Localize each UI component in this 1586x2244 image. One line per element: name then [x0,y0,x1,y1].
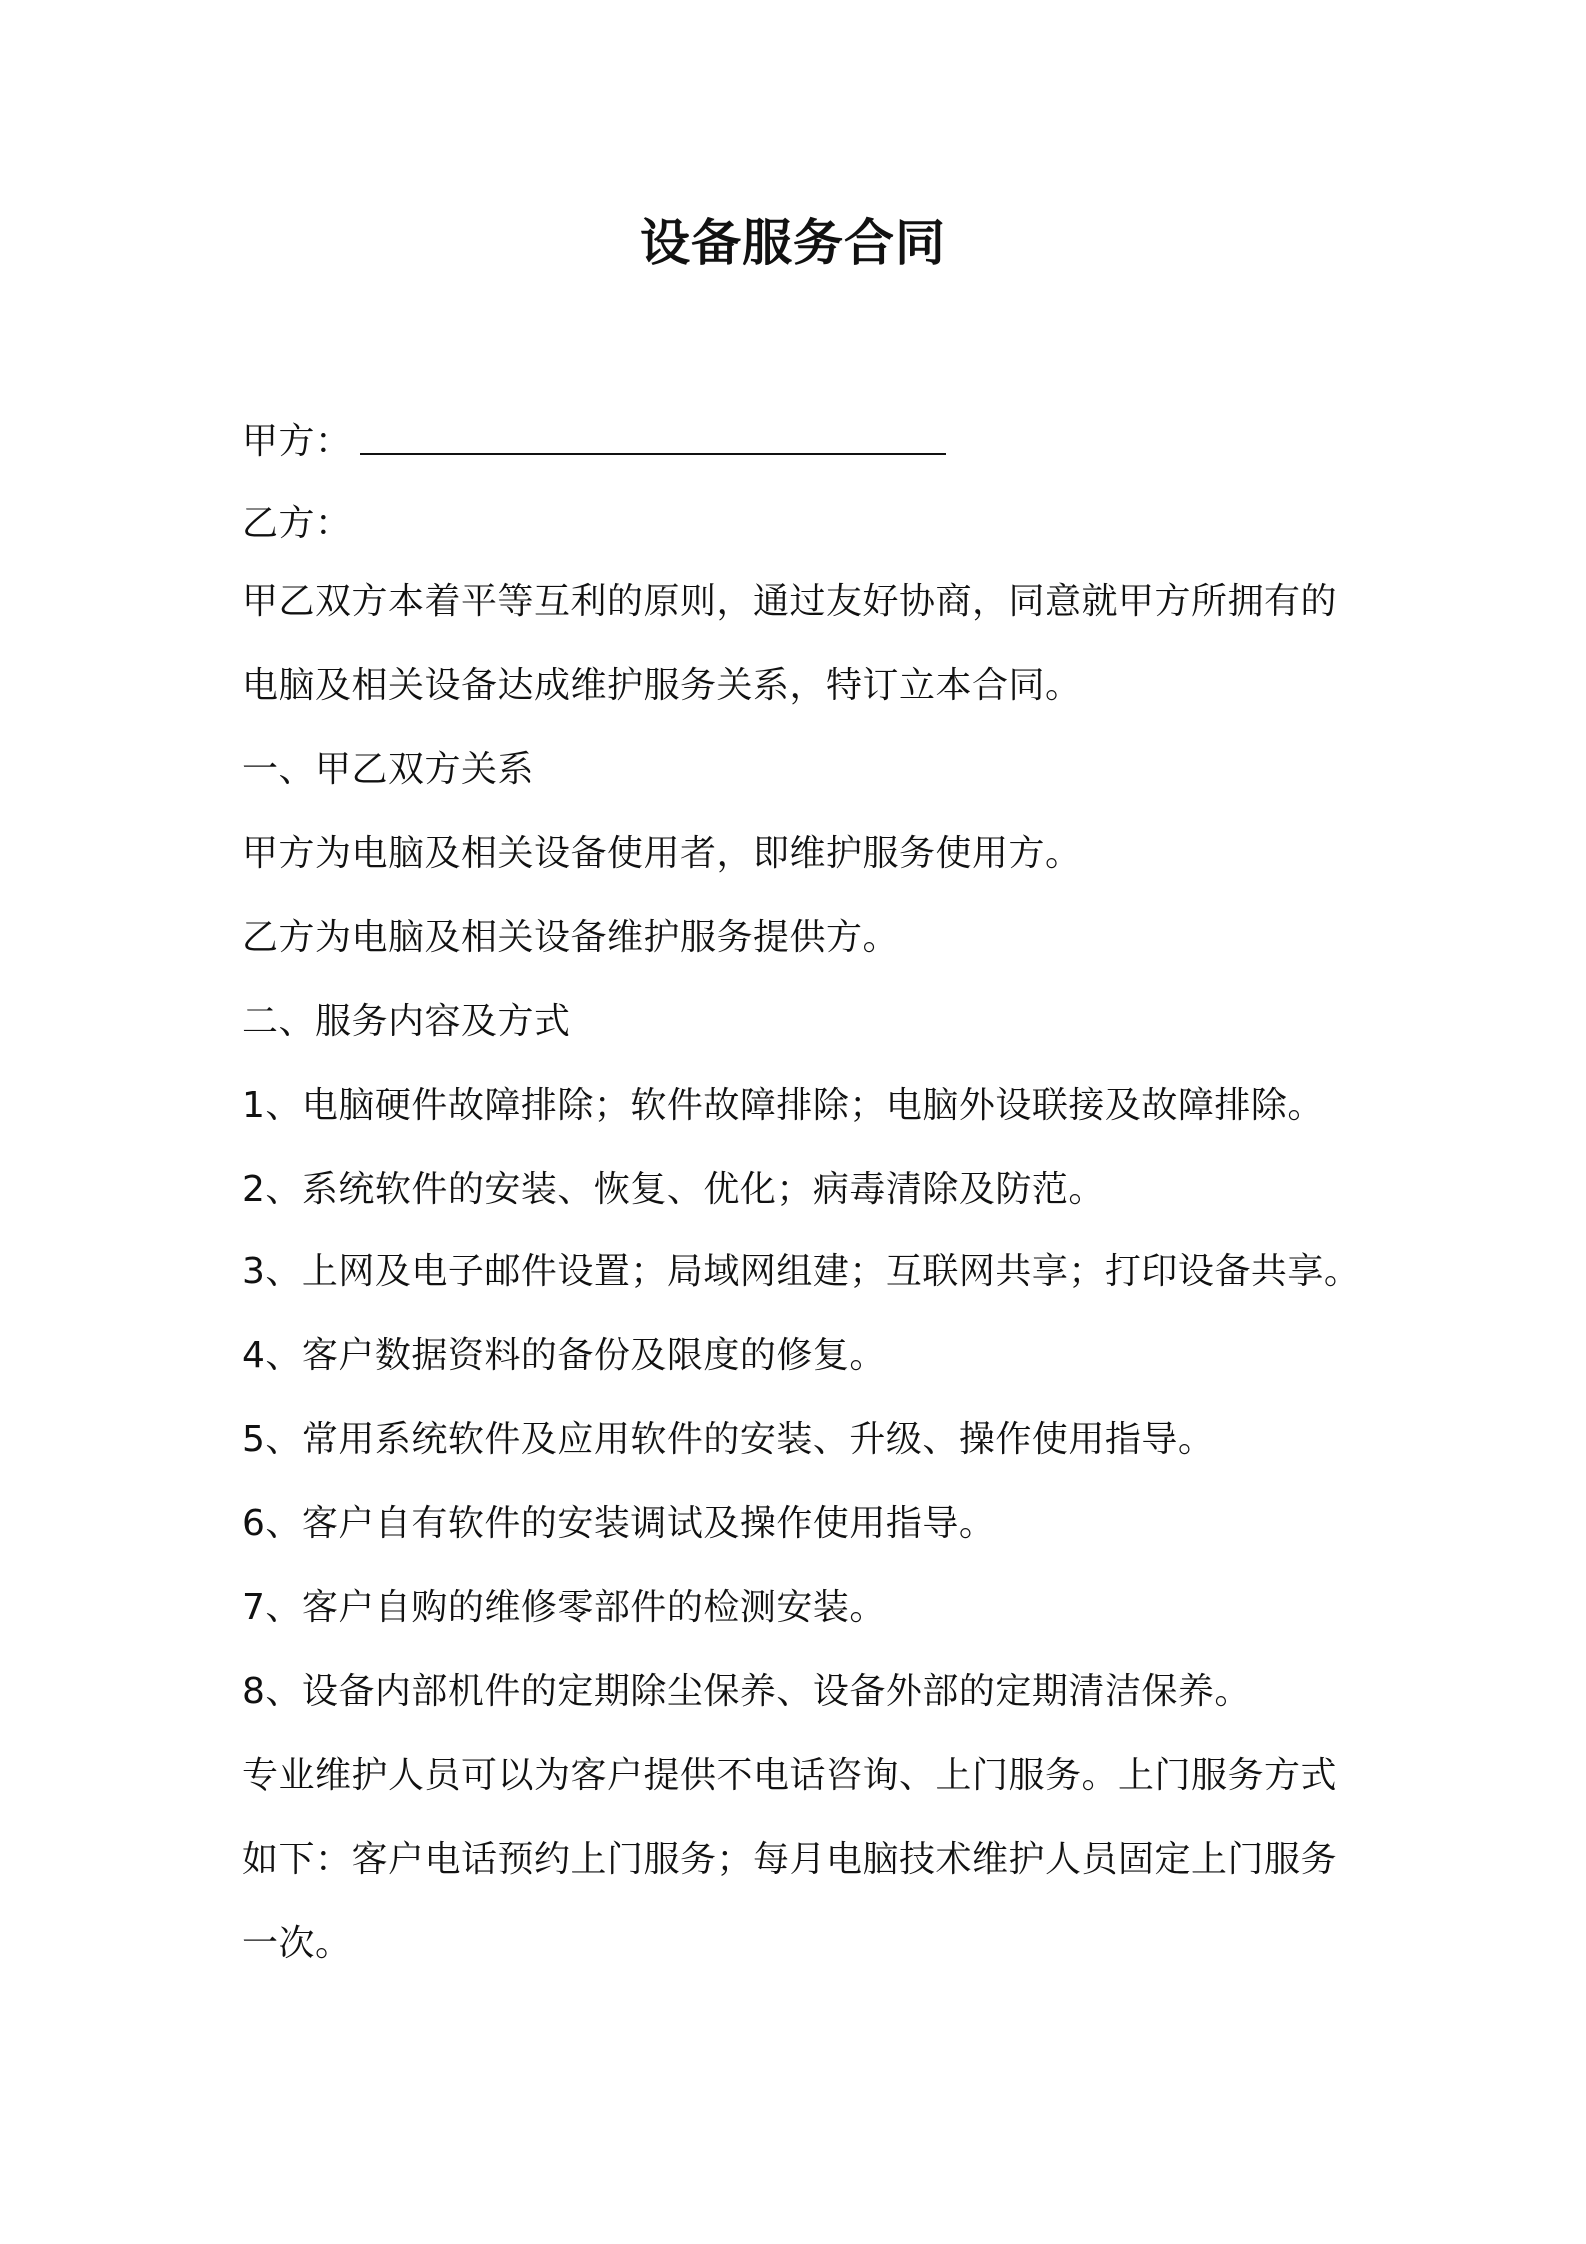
party-a-line [242,420,946,464]
intro-line-1: 甲乙双方本着平等互利的原则，通过友好协商，同意就甲方所拥有的 [242,581,1338,622]
service-item-1: 1、电脑硬件故障排除；软件故障排除；电脑外设联接及故障排除。 [242,1085,1324,1126]
section-1-line-2: 乙方为电脑及相关设备维护服务提供方。 [242,917,900,958]
section-1-heading: 一、甲乙双方关系 [242,749,535,790]
party-a-blank-line [360,453,946,455]
service-item-4: 4、客户数据资料的备份及限度的修复。 [242,1335,886,1376]
closing-line-1: 专业维护人员可以为客户提供不电话咨询、上门服务。上门服务方式 [242,1755,1338,1796]
service-item-8: 8、设备内部机件的定期除尘保养、设备外部的定期清洁保养。 [242,1671,1251,1712]
section-2-heading: 二、服务内容及方式 [242,1001,571,1042]
service-item-2: 2、系统软件的安装、恢复、优化；病毒清除及防范。 [242,1169,1105,1210]
service-item-7: 7、客户自购的维修零部件的检测安装。 [242,1587,886,1628]
party-a-label: 甲方： [242,421,352,462]
document-title: 设备服务合同 [640,214,946,272]
closing-line-2: 如下：客户电话预约上门服务；每月电脑技术维护人员固定上门服务 [242,1839,1338,1880]
service-item-5: 5、常用系统软件及应用软件的安装、升级、操作使用指导。 [242,1419,1215,1460]
section-1-line-1: 甲方为电脑及相关设备使用者，即维护服务使用方。 [242,833,1082,874]
intro-line-2: 电脑及相关设备达成维护服务关系，特订立本合同。 [242,665,1082,706]
party-b-label: 乙方： [242,503,352,544]
closing-line-3: 一次。 [242,1923,352,1964]
service-item-6: 6、客户自有软件的安装调试及操作使用指导。 [242,1503,996,1544]
service-item-3: 3、上网及电子邮件设置；局域网组建；互联网共享；打印设备共享。 [242,1251,1361,1292]
